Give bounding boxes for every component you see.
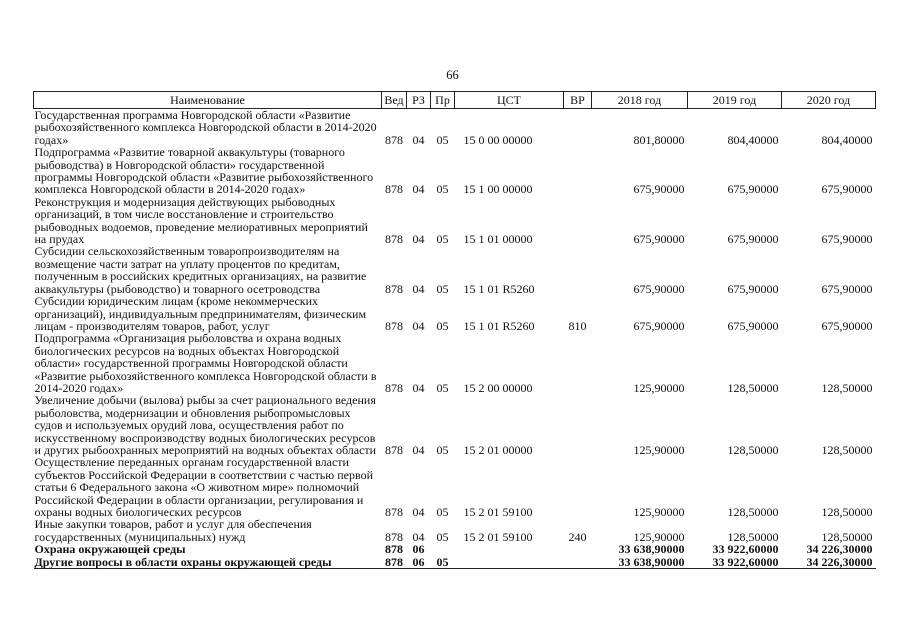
row-ved: 878 xyxy=(385,318,403,333)
row-2018: 675,90000 xyxy=(633,318,685,333)
budget-table xyxy=(33,91,876,569)
row-vr xyxy=(564,456,592,518)
table-row xyxy=(34,518,876,543)
table-row xyxy=(34,394,876,456)
row-cst: 15 2 01 00000 xyxy=(463,442,533,457)
row-rz: 06 xyxy=(407,556,431,569)
row-name: Подпрограмма «Развитие товарной аквакультуры (товарного рыбоводства) в Новгородской области» государственной программы Новгородской области «Развитие рыбохозяйственного комплекса Новгородской области в 2014-2020 годах» xyxy=(34,145,374,197)
row-name: Увеличение добычи (вылова) рыбы за счет рационального ведения рыболовства, модернизации и обновления рыбопромысловых судов и используемых орудий лова, осуществления работ по искусственному воспроизводству водных биологических ресурсов и других рыбоохранных мероприятий на водных объектах области xyxy=(34,393,377,457)
row-name: Другие вопросы в области охраны окружающей среды xyxy=(34,556,382,569)
row-ved: 878 xyxy=(385,232,403,247)
row-2018: 125,90000 xyxy=(633,380,685,395)
row-name: Иные закупки товаров, работ и услуг для обеспечения государственных (муниципальных) нужд xyxy=(34,517,312,544)
row-ved: 878 xyxy=(385,182,403,197)
row-pr: 05 xyxy=(436,318,449,333)
row-2019: 33 922,60000 xyxy=(712,542,779,557)
row-pr: 05 xyxy=(436,442,449,457)
row-name: Подпрограмма «Организация рыболовства и охрана водных биологических ресурсов на водных объектах Новгородской области» государственной программы Новгородской области «Развитие рыбохозяйственного комплекса Новгородской области в 2014-2020 годах» xyxy=(34,331,377,395)
row-2018: 801,80000 xyxy=(633,132,685,147)
table-row xyxy=(34,245,876,295)
row-cst: 15 0 00 00000 xyxy=(463,132,533,147)
row-2020: 128,50000 xyxy=(821,442,873,457)
row-2018: 675,90000 xyxy=(633,232,685,247)
row-ved: 878 xyxy=(385,505,403,519)
row-name: Охрана окружающей среды xyxy=(34,542,186,557)
row-cst: 15 2 00 00000 xyxy=(463,380,533,395)
row-cst: 15 2 01 59100 xyxy=(463,505,533,519)
row-2018: 675,90000 xyxy=(633,281,685,296)
row-name: Осуществление переданных органам государственной власти субъектов Российской Федерации в соответствии с частью первой статьи 6 Федерального закона «О животном мире» полномочий Российской Федерации в области организации, регулирования и охраны водных биологических ресурсов xyxy=(34,455,374,519)
row-pr: 05 xyxy=(436,132,449,147)
row-rz: 04 xyxy=(412,380,425,395)
header-2018: 2018 год xyxy=(592,92,688,109)
row-rz: 04 xyxy=(412,505,425,519)
row-2018: 125,90000 xyxy=(633,529,685,544)
row-vr: 240 xyxy=(568,529,587,544)
header-vr: ВР xyxy=(564,92,592,109)
row-vr: 810 xyxy=(568,318,587,333)
header-name: Наименование xyxy=(34,92,382,109)
row-rz: 04 xyxy=(412,232,425,247)
header-ved: Вед xyxy=(382,92,407,109)
row-cst xyxy=(455,556,564,569)
row-cst: 15 1 01 R5260 xyxy=(463,281,535,296)
row-2020: 128,50000 xyxy=(821,505,873,519)
row-pr: 05 xyxy=(436,182,449,197)
row-rz: 04 xyxy=(412,132,425,147)
table-row xyxy=(34,456,876,518)
row-rz: 06 xyxy=(412,542,425,557)
row-name: Государственная программа Новгородской области «Развитие рыбохозяйственного комплекса Новгородской области в 2014-2020 годах» xyxy=(34,108,377,147)
table-row-section xyxy=(34,543,876,555)
header-2019: 2019 год xyxy=(688,92,782,109)
row-2019: 675,90000 xyxy=(727,318,779,333)
table-row xyxy=(34,196,876,246)
row-cst xyxy=(455,543,564,555)
row-vr xyxy=(564,245,592,295)
row-cst: 15 1 00 00000 xyxy=(463,182,533,197)
row-pr: 05 xyxy=(436,380,449,395)
row-rz: 04 xyxy=(412,281,425,296)
row-2020: 804,40000 xyxy=(821,132,873,147)
row-2018: 125,90000 xyxy=(633,505,685,519)
row-pr: 05 xyxy=(436,232,449,247)
row-2019: 804,40000 xyxy=(727,132,779,147)
table-header-row xyxy=(34,92,876,109)
row-pr: 05 xyxy=(431,556,455,569)
row-ved: 878 xyxy=(385,281,403,296)
row-cst: 15 1 01 R5260 xyxy=(463,318,535,333)
row-2018: 125,90000 xyxy=(633,442,685,457)
row-2019: 675,90000 xyxy=(727,182,779,197)
row-2019: 675,90000 xyxy=(727,232,779,247)
row-rz: 04 xyxy=(412,442,425,457)
row-2019: 128,50000 xyxy=(727,380,779,395)
table-row xyxy=(34,295,876,332)
row-name: Реконструкция и модернизация действующих рыбоводных организаций, в том числе восстановление и строительство рыбоводных водоемов, проведение мелиоративных мероприятий на прудах xyxy=(34,194,368,247)
row-2018: 675,90000 xyxy=(633,182,685,197)
row-vr xyxy=(564,394,592,456)
row-pr: 05 xyxy=(436,529,449,544)
row-2020: 34 226,30000 xyxy=(782,556,876,569)
row-rz: 04 xyxy=(412,182,425,197)
row-2020: 675,90000 xyxy=(821,281,873,296)
row-2020: 128,50000 xyxy=(821,529,873,544)
row-ved: 878 xyxy=(382,556,407,569)
table-row xyxy=(34,332,876,394)
row-2019: 33 922,60000 xyxy=(688,556,782,569)
row-ved: 878 xyxy=(385,529,403,544)
row-2020: 675,90000 xyxy=(821,318,873,333)
table-row-section xyxy=(34,556,876,569)
row-ved: 878 xyxy=(385,380,403,395)
header-cst: ЦСТ xyxy=(455,92,564,109)
row-2020: 675,90000 xyxy=(821,182,873,197)
row-2020: 128,50000 xyxy=(821,380,873,395)
header-2020: 2020 год xyxy=(782,92,876,109)
row-ved: 878 xyxy=(385,542,403,557)
row-2019: 128,50000 xyxy=(727,442,779,457)
row-rz: 04 xyxy=(412,318,425,333)
row-vr xyxy=(564,543,592,555)
row-ved: 878 xyxy=(385,442,403,457)
row-2019: 675,90000 xyxy=(727,281,779,296)
row-pr: 05 xyxy=(436,505,449,519)
row-vr xyxy=(564,196,592,246)
header-rz: РЗ xyxy=(407,92,431,109)
row-pr: 05 xyxy=(436,281,449,296)
row-2018: 33 638,90000 xyxy=(618,542,685,557)
header-pr: Пр xyxy=(431,92,455,109)
row-vr xyxy=(564,332,592,394)
row-rz: 04 xyxy=(412,529,425,544)
page-number: 66 xyxy=(446,68,459,82)
row-pr xyxy=(431,543,455,555)
row-vr xyxy=(564,556,592,569)
row-name: Субсидии сельскохозяйственным товаропроизводителям на возмещение части затрат на уплату процентов по кредитам, полученным в российских кредитных организациях, на развитие аквакультуры (рыбоводство) и товарного осетроводства xyxy=(34,244,367,296)
row-2020: 675,90000 xyxy=(821,232,873,247)
table-row xyxy=(34,146,876,196)
row-cst: 15 1 01 00000 xyxy=(463,232,533,247)
row-2020: 34 226,30000 xyxy=(806,542,873,557)
row-vr xyxy=(564,109,592,147)
table-row xyxy=(34,109,876,147)
row-2019: 128,50000 xyxy=(727,505,779,519)
row-name: Субсидии юридическим лицам (кроме некоммерческих организаций), индивидуальным предпринимателям, физическим лицам - производителям товаров, работ, услуг xyxy=(34,294,367,333)
row-cst: 15 2 01 59100 xyxy=(463,529,533,544)
row-2019: 128,50000 xyxy=(727,529,779,544)
row-2018: 33 638,90000 xyxy=(592,556,688,569)
row-ved: 878 xyxy=(385,132,403,147)
row-vr xyxy=(564,146,592,196)
budget-table-container xyxy=(33,91,875,569)
